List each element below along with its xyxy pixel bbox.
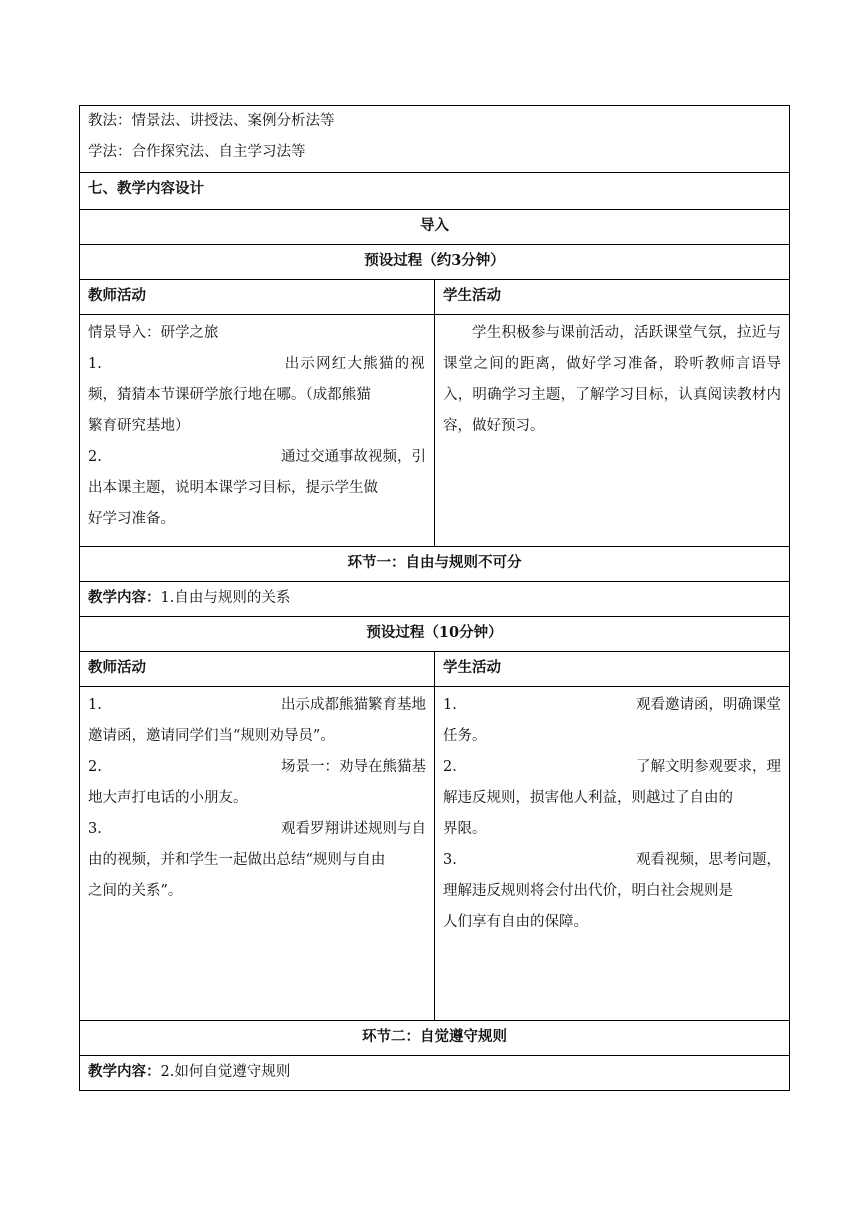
link1-student-header: 学生活动 bbox=[435, 652, 790, 687]
item-text: 通过交通事故视频，引 bbox=[281, 449, 426, 465]
link1-activity-row bbox=[80, 687, 790, 1021]
link1-student-activity bbox=[435, 687, 790, 1021]
content-text: 2.如何自觉遵守规则 bbox=[160, 1064, 291, 1080]
intro-header-row bbox=[80, 280, 790, 315]
intro-teacher-item bbox=[88, 349, 426, 380]
intro-process: 预设过程（约3分钟） bbox=[80, 245, 790, 280]
link1-teacher-activity bbox=[80, 687, 435, 1021]
item-text: 观看罗翔讲述规则与自 bbox=[281, 821, 426, 837]
link1-title-row bbox=[80, 547, 790, 582]
intro-title-row bbox=[80, 210, 790, 245]
content-label: 教学内容： bbox=[88, 1063, 161, 1080]
item-text: 观看邀请函，明确课堂 bbox=[636, 697, 781, 713]
intro-teacher-line: 繁育研究基地） bbox=[88, 418, 190, 434]
intro-content-row bbox=[80, 315, 790, 547]
link2-title: 环节二：自觉遵守规则 bbox=[80, 1021, 790, 1056]
intro-process-row bbox=[80, 245, 790, 280]
student-line: 理解违反规则将会付出代价，明白社会规则是 bbox=[443, 883, 733, 899]
student-line: 人们享有自由的保障。 bbox=[443, 914, 588, 930]
intro-teacher-line: 出本课主题，说明本课学习目标，提示学生做 bbox=[88, 480, 378, 496]
student-line: 解违反规则，损害他人利益，则越过了自由的 bbox=[443, 790, 733, 806]
content-text: 1.自由与规则的关系 bbox=[160, 590, 291, 606]
student-line: 任务。 bbox=[443, 728, 487, 744]
teaching-methods: 教法：情景法、讲授法、案例分析法等 bbox=[88, 113, 335, 129]
teacher-line: 地大声打电话的小朋友。 bbox=[88, 790, 248, 806]
item-text: 出示网红大熊猫的视 bbox=[284, 356, 426, 372]
intro-teacher-line: 频，猜猜本节课研学旅行地在哪。（成都熊猫 bbox=[88, 387, 371, 403]
section7-title: 七、教学内容设计 bbox=[80, 173, 790, 210]
teacher-item bbox=[88, 752, 426, 783]
student-line: 界限。 bbox=[443, 821, 487, 837]
teacher-item bbox=[88, 814, 426, 845]
student-item bbox=[443, 845, 781, 876]
link1-content bbox=[80, 582, 790, 617]
link1-process-row bbox=[80, 617, 790, 652]
link1-process: 预设过程（10分钟） bbox=[80, 617, 790, 652]
item-number: 1. bbox=[443, 697, 457, 713]
item-number: 1. bbox=[88, 356, 102, 372]
intro-student-activity bbox=[435, 315, 790, 547]
item-number: 2. bbox=[88, 449, 102, 465]
teacher-line: 之间的关系”。 bbox=[88, 883, 183, 899]
methods-row bbox=[80, 106, 790, 173]
methods-cell bbox=[80, 106, 790, 173]
intro-teacher-item bbox=[88, 442, 426, 473]
section7-row bbox=[80, 173, 790, 210]
item-number: 3. bbox=[88, 821, 102, 837]
intro-title: 导入 bbox=[80, 210, 790, 245]
intro-student-header: 学生活动 bbox=[435, 280, 790, 315]
lesson-plan-table bbox=[79, 105, 790, 1091]
learning-methods: 学法：合作探究法、自主学习法等 bbox=[88, 144, 306, 160]
item-number: 3. bbox=[443, 852, 457, 868]
item-number: 2. bbox=[88, 759, 102, 775]
link1-teacher-header: 教师活动 bbox=[80, 652, 435, 687]
link1-title: 环节一：自由与规则不可分 bbox=[80, 547, 790, 582]
intro-teacher-line: 好学习准备。 bbox=[88, 511, 175, 527]
content-label: 教学内容： bbox=[88, 589, 161, 606]
teacher-line: 由的视频，并和学生一起做出总结“规则与自由 bbox=[88, 852, 386, 868]
student-item bbox=[443, 752, 781, 783]
item-number: 2. bbox=[443, 759, 457, 775]
intro-teacher-line: 情景导入：研学之旅 bbox=[88, 325, 219, 341]
intro-teacher-header: 教师活动 bbox=[80, 280, 435, 315]
link1-header-row bbox=[80, 652, 790, 687]
item-text: 了解文明参观要求，理 bbox=[636, 759, 781, 775]
item-text: 场景一：劝导在熊猫基 bbox=[281, 759, 426, 775]
link1-content-row bbox=[80, 582, 790, 617]
student-item bbox=[443, 690, 781, 721]
link2-content bbox=[80, 1056, 790, 1091]
item-number: 1. bbox=[88, 697, 102, 713]
intro-student-text: 学生积极参与课前活动，活跃课堂气氛，拉近与课堂之间的距离，做好学习准备，聆听教师言语导入，明确学习主题，了解学习目标，认真阅读教材内容，做好预习。 bbox=[443, 325, 781, 434]
item-text: 观看视频，思考问题， bbox=[636, 852, 781, 868]
link2-title-row bbox=[80, 1021, 790, 1056]
item-text: 出示成都熊猫繁育基地 bbox=[281, 697, 426, 713]
intro-teacher-activity bbox=[80, 315, 435, 547]
link2-content-row bbox=[80, 1056, 790, 1091]
teacher-item bbox=[88, 690, 426, 721]
teacher-line: 邀请函，邀请同学们当“规则劝导员”。 bbox=[88, 728, 335, 744]
